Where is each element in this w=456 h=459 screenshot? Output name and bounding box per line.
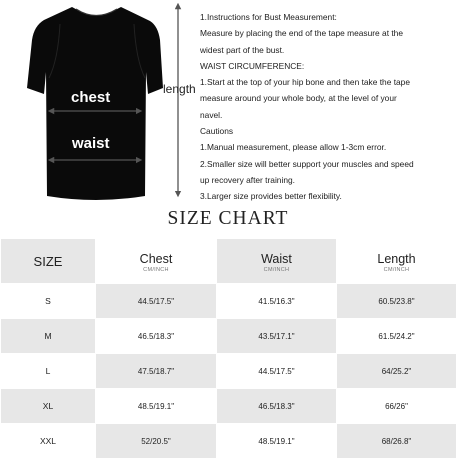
waist-cell: 41.5/16.3": [217, 284, 337, 319]
instruction-line: Measure by placing the end of the tape measure at the: [200, 25, 452, 41]
header-length: [337, 239, 456, 284]
chest-cell: 48.5/19.1": [96, 389, 217, 424]
chest-cell: 47.5/18.7": [96, 354, 217, 389]
table-row: [1, 284, 456, 319]
instruction-line: 1.Instructions for Bust Measurement:: [200, 9, 452, 25]
length-cell: 60.5/23.8": [337, 284, 456, 319]
instruction-line: 3.Larger size provides better flexibility.: [200, 188, 452, 204]
instruction-line: widest part of the bust.: [200, 42, 452, 58]
instruction-line: 1.Manual measurement, please allow 1-3cm error.: [200, 139, 452, 155]
instruction-line: navel.: [200, 107, 452, 123]
instruction-line: measure around your whole body, at the level of your: [200, 90, 452, 106]
header-chest: [96, 239, 217, 284]
measurement-instructions: [200, 9, 452, 205]
header-length-label: Length: [337, 252, 456, 266]
instruction-line: 1.Start at the top of your hip bone and then take the tape: [200, 74, 452, 90]
chest-label: chest: [71, 89, 110, 106]
table-row: [1, 319, 456, 354]
header-waist-unit: CM/INCH: [217, 267, 336, 273]
waist-cell: 48.5/19.1": [217, 424, 337, 459]
size-cell: XXL: [1, 424, 96, 459]
size-cell: S: [1, 284, 96, 319]
table-header-row: [1, 239, 456, 284]
instruction-line: up recovery after training.: [200, 172, 452, 188]
header-waist: [217, 239, 337, 284]
length-label: length: [163, 82, 196, 96]
chest-cell: 52/20.5": [96, 424, 217, 459]
instruction-line: Cautions: [200, 123, 452, 139]
size-chart-title: SIZE CHART: [0, 208, 456, 230]
instruction-line: 2.Smaller size will better support your muscles and speed: [200, 156, 452, 172]
shirt-illustration: [0, 0, 200, 205]
length-cell: 64/25.2": [337, 354, 456, 389]
header-size: SIZE: [1, 239, 96, 284]
header-length-unit: CM/INCH: [337, 267, 456, 273]
instruction-line: WAIST CIRCUMFERENCE:: [200, 58, 452, 74]
size-chart-table: [0, 238, 456, 459]
header-waist-label: Waist: [217, 252, 336, 266]
waist-cell: 46.5/18.3": [217, 389, 337, 424]
size-cell: M: [1, 319, 96, 354]
length-cell: 61.5/24.2": [337, 319, 456, 354]
header-chest-unit: CM/INCH: [96, 267, 216, 273]
size-cell: L: [1, 354, 96, 389]
header-chest-label: Chest: [96, 252, 216, 266]
waist-label: waist: [72, 135, 110, 152]
length-cell: 66/26": [337, 389, 456, 424]
table-row: [1, 424, 456, 459]
waist-cell: 43.5/17.1": [217, 319, 337, 354]
chest-cell: 46.5/18.3": [96, 319, 217, 354]
waist-cell: 44.5/17.5": [217, 354, 337, 389]
table-row: [1, 354, 456, 389]
length-cell: 68/26.8": [337, 424, 456, 459]
chest-cell: 44.5/17.5": [96, 284, 217, 319]
table-row: [1, 389, 456, 424]
size-cell: XL: [1, 389, 96, 424]
